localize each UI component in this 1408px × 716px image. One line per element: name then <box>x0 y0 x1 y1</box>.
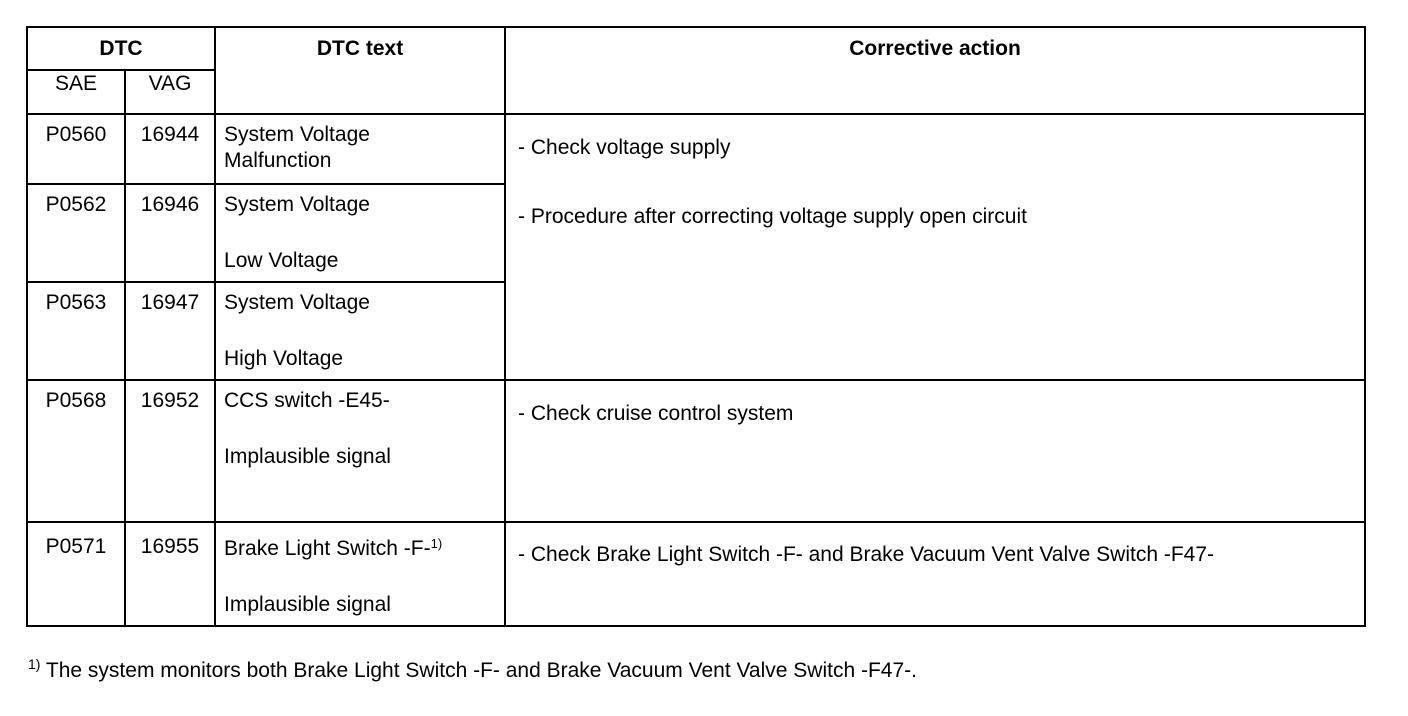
header-vag: VAG <box>125 70 215 114</box>
vag-code: 16952 <box>125 380 215 522</box>
dtc-text-cell <box>215 282 505 380</box>
action-gap <box>518 161 1352 204</box>
header-corrective-action-label: Corrective action <box>849 37 1021 60</box>
dtc-text-cell <box>215 522 505 626</box>
header-dtc-text <box>215 27 505 114</box>
sae-code: P0571 <box>27 522 125 626</box>
corrective-action-cell <box>505 522 1365 626</box>
table-row <box>27 380 1365 522</box>
dtc-text-line <box>224 536 496 562</box>
table-row <box>27 114 1365 184</box>
action-line: - Procedure after correcting voltage supply open circuit <box>518 205 1027 228</box>
sae-code: P0562 <box>27 184 125 282</box>
vag-code: 16946 <box>125 184 215 282</box>
dtc-text-line: CCS switch -E45- <box>224 389 390 412</box>
dtc-text-cell <box>215 184 505 282</box>
dtc-text-line: Implausible signal <box>224 445 391 468</box>
header-dtc-text-label: DTC text <box>316 37 404 60</box>
header-dtc: DTC <box>27 27 215 70</box>
footnote-number: 1) <box>28 656 41 672</box>
text-gap <box>224 562 496 592</box>
dtc-text-main: Brake Light Switch -F- <box>224 537 431 560</box>
dtc-text-line: System Voltage <box>224 291 370 314</box>
dtc-text-line: Implausible signal <box>224 593 391 616</box>
dtc-text-line: High Voltage <box>224 347 344 370</box>
footnote-text: The system monitors both Brake Light Switch -F- and Brake Vacuum Vent Valve Switch -F47-. <box>40 659 917 682</box>
dtc-text-line: Malfunction <box>224 149 332 172</box>
header-corrective-action <box>505 27 1365 114</box>
vag-code: 16947 <box>125 282 215 380</box>
action-line: - Check voltage supply <box>518 136 731 159</box>
sae-code: P0568 <box>27 380 125 522</box>
header-sae: SAE <box>27 70 125 114</box>
corrective-action-cell <box>505 114 1365 380</box>
sae-code: P0560 <box>27 114 125 184</box>
action-line: - Check Brake Light Switch -F- and Brake Vacuum Vent Valve Switch -F47- <box>518 543 1215 566</box>
dtc-text-cell <box>215 114 505 184</box>
text-gap <box>224 414 496 444</box>
dtc-text-line: System Voltage <box>224 193 370 216</box>
table-row <box>27 522 1365 626</box>
dtc-text-line: Low Voltage <box>224 249 339 272</box>
dtc-text-cell <box>215 380 505 522</box>
sae-code: P0563 <box>27 282 125 380</box>
corrective-action-cell <box>505 380 1365 522</box>
vag-code: 16944 <box>125 114 215 184</box>
text-gap <box>224 316 496 346</box>
dtc-table <box>26 26 1366 627</box>
footnote-marker: 1) <box>430 536 443 551</box>
text-gap <box>224 218 496 248</box>
dtc-text-line: System Voltage <box>224 123 370 146</box>
action-line: - Check cruise control system <box>518 402 794 425</box>
header-row <box>27 27 1365 70</box>
footnote <box>28 657 917 685</box>
vag-code: 16955 <box>125 522 215 626</box>
